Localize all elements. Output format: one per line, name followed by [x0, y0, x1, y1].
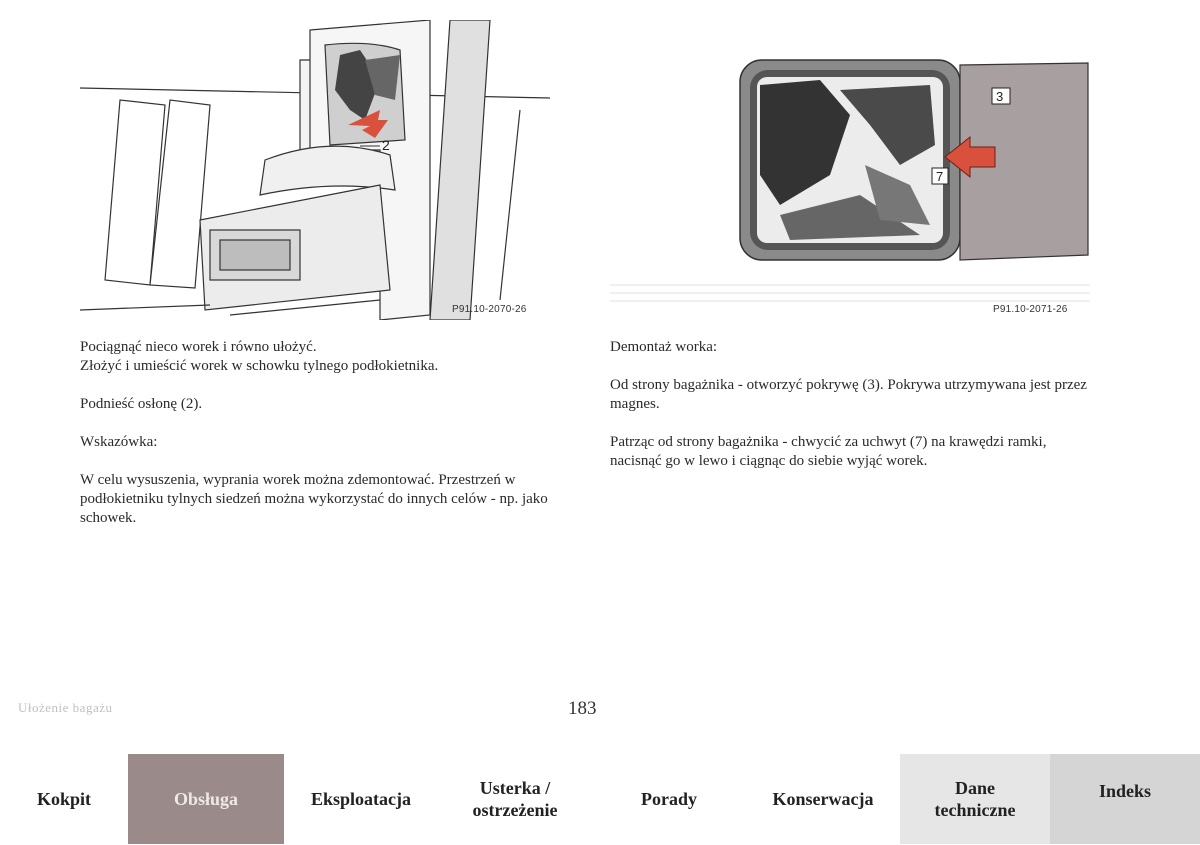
instruction-paragraph: Patrząc od strony bagażnika - chwycić za uchwyt (7) na krawędzi ramki, nacisnąć go w lewo i ciągnąc do siebie wyjąć worek.	[610, 434, 1047, 469]
nav-tab-kokpit[interactable]	[0, 754, 128, 844]
nav-tab-label: Obsługa	[173, 789, 239, 809]
instruction-paragraph	[80, 338, 570, 376]
nav-tab-usterka[interactable]	[438, 754, 592, 844]
figure-code: P91.10-2071-26	[993, 304, 1068, 315]
nav-tab-indeks[interactable]	[1050, 754, 1200, 844]
nav-tab-label-line: Usterka /	[479, 778, 551, 798]
nav-tab-label: Porady	[641, 789, 697, 809]
figure-label-3: 3	[996, 89, 1004, 104]
nav-tab-konserwacja[interactable]	[746, 754, 900, 844]
section-heading: Demontaż worka:	[610, 339, 718, 355]
figure-label-7: 7	[936, 169, 944, 184]
nav-tab-porady[interactable]	[592, 754, 746, 844]
nav-tab-label-line: ostrzeżenie	[472, 800, 558, 820]
nav-tab-label-line: techniczne	[934, 800, 1016, 820]
note-heading: Wskazówka:	[80, 434, 158, 450]
nav-tab-label: Konserwacja	[772, 789, 874, 809]
nav-tab-eksploatacja[interactable]	[284, 754, 438, 844]
running-title: Ułożenie bagażu	[18, 700, 113, 715]
nav-tab-label: Eksploatacja	[310, 789, 411, 809]
armrest-illustration	[80, 20, 560, 320]
bag-removal-figure	[610, 55, 1090, 320]
nav-tab-label: Indeks	[1098, 781, 1152, 801]
instruction-paragraph: Od strony bagażnika - otworzyć pokrywę (3). Pokrywa utrzymywana jest przez magnes.	[610, 377, 1087, 412]
nav-tab-label: Kokpit	[36, 789, 92, 809]
nav-tab-dane-techniczne[interactable]	[900, 754, 1050, 844]
text-line: Złożyć i umieścić worek w schowku tylnego podłokietnika.	[80, 358, 439, 374]
bag-removal-illustration	[610, 55, 1090, 320]
text-line: Pociągnąć nieco worek i równo ułożyć.	[80, 339, 317, 355]
nav-tab-label	[473, 777, 558, 821]
left-text-column	[80, 338, 570, 547]
instruction-paragraph: Podnieść osłonę (2).	[80, 396, 203, 412]
page-number: 183	[568, 698, 597, 719]
nav-tab-obsluga[interactable]	[128, 754, 284, 844]
nav-tab-label-line: Dane	[954, 778, 995, 798]
figure-label-2: 2	[382, 137, 390, 153]
right-text-column	[610, 338, 1090, 490]
nav-tab-label	[935, 777, 1016, 821]
note-paragraph: W celu wysuszenia, wyprania worek można zdemontować. Przestrzeń w podłokietniku tylnych siedzeń można wykorzystać do innych celów - np. jako schowek.	[80, 472, 548, 526]
bottom-nav	[0, 754, 1200, 844]
figure-code: P91.10-2070-26	[452, 304, 527, 315]
armrest-figure	[80, 20, 560, 320]
